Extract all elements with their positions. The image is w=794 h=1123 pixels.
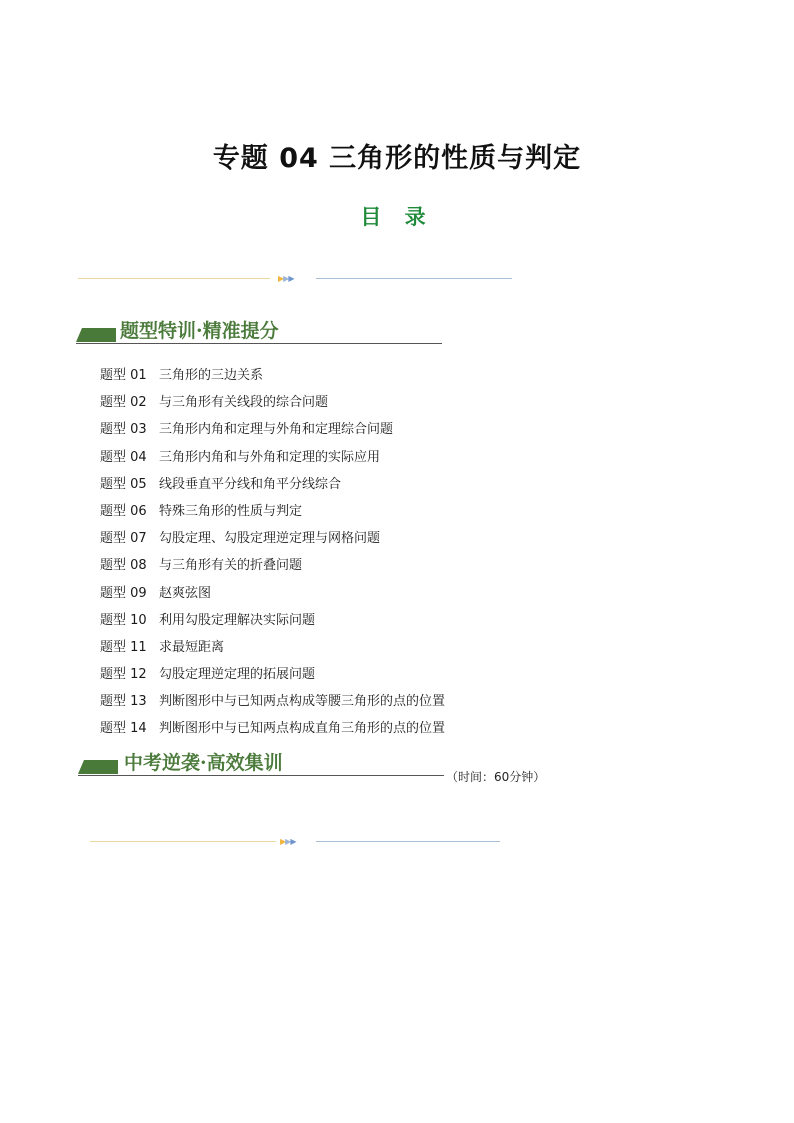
question-type-text: 判断图形中与已知两点构成直角三角形的点的位置 [159, 721, 446, 737]
toc-title: 目 录 [360, 205, 434, 229]
time-limit-text: （时间：60分钟） [446, 770, 546, 784]
question-type-text: 与三角形有关线段的综合问题 [159, 395, 329, 411]
list-item [100, 638, 445, 665]
list-item [100, 393, 445, 420]
question-type-number: 题型 02 [100, 395, 147, 411]
list-item [100, 556, 445, 583]
section-header-type-training [76, 318, 442, 344]
question-type-text: 三角形内角和与外角和定理的实际应用 [159, 449, 381, 465]
question-type-text: 与三角形有关的折叠问题 [159, 558, 303, 574]
bottom-divider [90, 839, 500, 845]
list-item [100, 529, 445, 556]
question-type-number: 题型 04 [100, 449, 147, 465]
question-type-text: 线段垂直平分线和角平分线综合 [159, 476, 342, 492]
question-type-number: 题型 11 [100, 639, 147, 655]
question-type-text: 特殊三角形的性质与判定 [159, 503, 303, 519]
question-type-text: 赵爽弦图 [159, 585, 212, 601]
question-type-text: 判断图形中与已知两点构成等腰三角形的点的位置 [159, 694, 446, 710]
list-item [100, 475, 445, 502]
question-type-text: 求最短距离 [159, 639, 225, 655]
question-type-text: 三角形内角和定理与外角和定理综合问题 [159, 422, 394, 438]
list-item [100, 692, 445, 719]
question-type-number: 题型 05 [100, 476, 147, 492]
question-type-list [100, 366, 445, 747]
question-type-number: 题型 01 [100, 368, 147, 383]
question-type-text: 利用勾股定理解决实际问题 [159, 612, 316, 628]
question-type-number: 题型 09 [100, 585, 147, 601]
question-type-number: 题型 07 [100, 531, 147, 547]
section-title: 题型特训·精准提分 [120, 320, 279, 342]
list-item [100, 420, 445, 447]
question-type-number: 题型 10 [100, 612, 147, 628]
list-item [100, 584, 445, 611]
list-item [100, 611, 445, 638]
question-type-text: 三角形的三边关系 [159, 368, 264, 383]
list-item [100, 366, 445, 393]
question-type-number: 题型 03 [100, 422, 147, 438]
question-type-number: 题型 13 [100, 694, 147, 710]
top-divider [78, 276, 512, 282]
question-type-number: 题型 12 [100, 667, 147, 683]
list-item [100, 448, 445, 475]
list-item [100, 719, 445, 746]
question-type-number: 题型 14 [100, 721, 147, 737]
section-bar-icon [78, 760, 118, 774]
question-type-text: 勾股定理逆定理的拓展问题 [159, 667, 316, 683]
section-header-exam-training [78, 750, 558, 784]
section-title: 中考逆袭·高效集训 [124, 752, 283, 774]
list-item [100, 502, 445, 529]
section-bar-icon [76, 328, 116, 342]
question-type-number: 题型 06 [100, 503, 147, 519]
document-title: 专题 04 三角形的性质与判定 [212, 143, 582, 174]
triple-arrow-icon: ▶▶▶ [280, 837, 296, 846]
question-type-text: 勾股定理、勾股定理逆定理与网格问题 [159, 531, 381, 547]
triple-arrow-icon: ▶▶▶ [278, 274, 294, 283]
question-type-number: 题型 08 [100, 558, 147, 574]
list-item [100, 665, 445, 692]
